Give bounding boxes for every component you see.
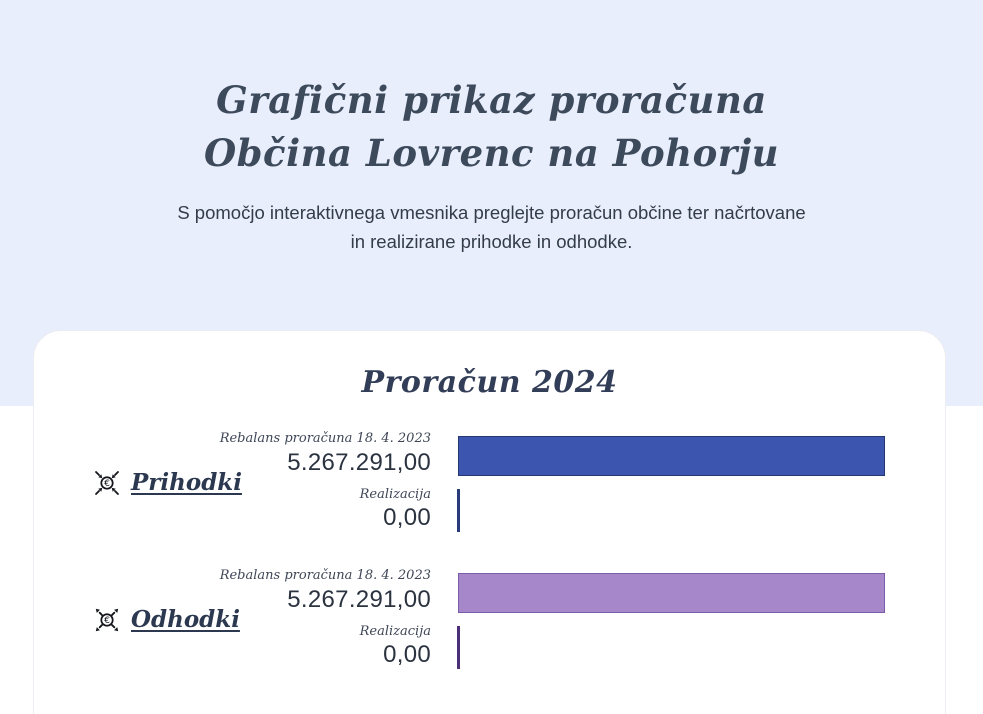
page-subtitle-line1: S pomočjo interaktivnega vmesnika preglejte proračun občine ter načrtovane — [177, 202, 806, 223]
page-title — [0, 74, 983, 180]
page-subtitle-line2: in realizirane prihodke in odhodke. — [350, 231, 633, 252]
odhodki-realized-caption: Realizacija — [359, 624, 431, 639]
section-odhodki — [34, 565, 945, 699]
page-subtitle — [0, 198, 983, 256]
odhodki-realized-value: 0,00 — [383, 641, 431, 668]
prihodki-planned-bar[interactable] — [458, 436, 885, 476]
prihodki-planned-value: 5.267.291,00 — [287, 449, 431, 476]
page-title-line1: Grafični prikaz proračuna — [216, 78, 767, 122]
prihodki-link[interactable]: Prihodki — [131, 469, 242, 496]
section-prihodki — [34, 428, 945, 562]
prihodki-realized-value: 0,00 — [383, 504, 431, 531]
budget-card — [33, 330, 946, 714]
odhodki-realized-bar[interactable] — [457, 626, 460, 669]
page-title-line2: Občina Lovrenc na Pohorju — [203, 131, 780, 175]
prihodki-realized-caption: Realizacija — [359, 487, 431, 502]
svg-text:€: € — [104, 479, 110, 490]
prihodki-realized-bar[interactable] — [457, 489, 460, 532]
budget-card-title: Proračun 2024 — [361, 365, 618, 400]
svg-text:€: € — [104, 616, 110, 627]
odhodki-planned-caption: Rebalans proračuna 18. 4. 2023 — [219, 568, 431, 583]
prihodki-planned-caption: Rebalans proračuna 18. 4. 2023 — [219, 431, 431, 446]
odhodki-link[interactable]: Odhodki — [131, 606, 240, 633]
odhodki-planned-value: 5.267.291,00 — [287, 586, 431, 613]
odhodki-planned-bar[interactable] — [458, 573, 885, 613]
